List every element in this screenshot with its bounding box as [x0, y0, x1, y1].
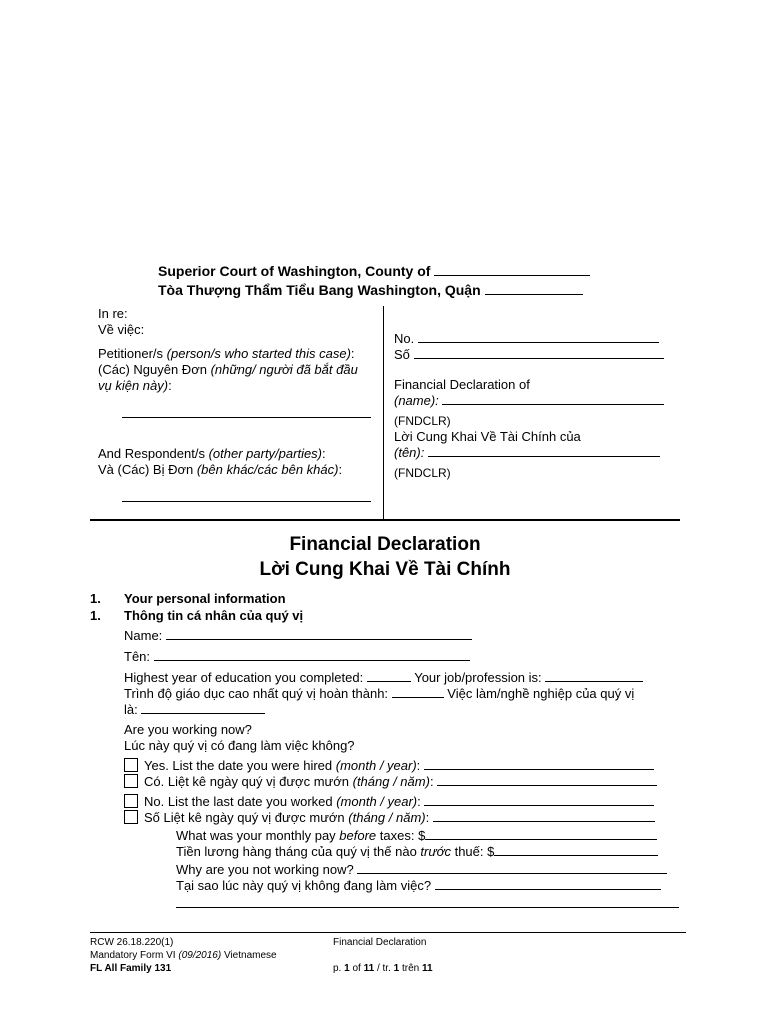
petitioner-label: Petitioner/s (person/s who started this case): [98, 346, 355, 361]
monthly-pay-field-vi[interactable] [494, 855, 658, 856]
no-checkbox-vi[interactable] [124, 810, 138, 824]
respondent-label: And Respondent/s (other party/parties): [98, 446, 326, 461]
in-re-label: In re: [98, 306, 128, 321]
yes-checkbox[interactable] [124, 758, 138, 772]
education-field-vi[interactable] [392, 697, 444, 698]
footer-title: Financial Declaration [333, 937, 427, 948]
court-header [158, 262, 590, 300]
footer-center [333, 936, 433, 975]
form-id: FL All Family 131 [90, 963, 172, 974]
petitioner-name-field[interactable] [122, 417, 371, 418]
title-vi: Lời Cung Khai Về Tài Chính [259, 559, 511, 580]
ten-field[interactable] [154, 660, 470, 661]
why-field-continued[interactable] [176, 907, 679, 908]
pay-row-vi: Tiền lương hàng tháng của quý vị thế nào trước thuế: $ [176, 844, 658, 860]
form-code: (FNDCLR) [394, 414, 451, 428]
working-question-vi: Lúc này quý vị có đang làm việc không? [124, 738, 355, 753]
education-row-vi: Trình độ giáo dục cao nhất quý vị hoàn thành: Việc làm/nghề nghiệp của quý vị [124, 686, 635, 701]
footer-left [90, 936, 277, 975]
yes-option-vi: Có. Liệt kê ngày quý vị được mướn (tháng / năm): [124, 774, 657, 790]
in-re-label-vi: Về việc: [98, 322, 145, 337]
mandatory-form: Mandatory Form VI (09/2016) Vietnamese [90, 950, 277, 961]
caption-divider [383, 306, 384, 520]
court-title-en: Superior Court of Washington, County of [158, 263, 431, 279]
caption-parties [98, 306, 371, 506]
why-row: Why are you not working now? [176, 862, 667, 878]
yes-checkbox-vi[interactable] [124, 774, 138, 788]
why-extra-line [176, 896, 679, 912]
petitioner-label-vi: (Các) Nguyên Đơn (những/ người đã bắt đầu vụ kiện này): [98, 362, 358, 393]
last-worked-field-vi[interactable] [433, 821, 655, 822]
caption-bottom-rule [90, 519, 680, 521]
case-number-field-vi[interactable] [414, 358, 664, 359]
why-field[interactable] [357, 873, 667, 874]
no-option: No. List the last date you worked (month / year): [124, 794, 654, 810]
page-number: p. 1 of 11 / tr. 1 trên 11 [333, 963, 433, 974]
job-field-vi[interactable] [141, 713, 265, 714]
monthly-pay-field[interactable] [425, 839, 657, 840]
name-label: (name): [394, 393, 439, 408]
document-title [0, 532, 770, 582]
job-row-vi: là: [124, 702, 265, 718]
name-row: Name: [124, 628, 472, 644]
name-field[interactable] [166, 639, 472, 640]
rcw-citation: RCW 26.18.220(1) [90, 937, 174, 948]
yes-option: Yes. List the date you were hired (month / year): [124, 758, 654, 774]
case-info [394, 331, 664, 481]
no-option-vi: Số Liệt kê ngày quý vị được mướn (tháng / năm): [124, 810, 655, 826]
respondent-label-vi: Và (Các) Bị Đơn (bên khác/các bên khác): [98, 462, 343, 477]
section-1-heading: 1. Your personal information 1. Thông tin cá nhân của quý vị [90, 591, 304, 623]
working-question: Are you working now? [124, 722, 252, 737]
fin-decl-of-label-vi: Lời Cung Khai Về Tài Chính của [394, 429, 581, 444]
last-worked-field[interactable] [424, 805, 654, 806]
why-field-vi[interactable] [435, 889, 661, 890]
ten-row: Tên: [124, 649, 470, 665]
hired-date-field-vi[interactable] [437, 785, 657, 786]
declarant-name-field-vi[interactable] [428, 456, 660, 457]
education-field[interactable] [367, 681, 411, 682]
title-en: Financial Declaration [289, 534, 481, 555]
court-title-vi: Tòa Thượng Thẩm Tiểu Bang Washington, Quận [158, 282, 481, 298]
county-field-vi[interactable] [485, 294, 583, 295]
no-checkbox[interactable] [124, 794, 138, 808]
job-field[interactable] [545, 681, 643, 682]
hired-date-field[interactable] [424, 769, 654, 770]
form-code-vi: (FNDCLR) [394, 466, 451, 480]
pay-row: What was your monthly pay before taxes: $ [176, 828, 657, 844]
case-number-field[interactable] [418, 342, 659, 343]
case-no-label: No. [394, 331, 415, 346]
education-row: Highest year of education you completed: Your job/profession is: [124, 670, 643, 686]
case-so-label: Số [394, 347, 410, 362]
ten-label: (tên): [394, 445, 425, 460]
declarant-name-field[interactable] [442, 404, 664, 405]
respondent-name-field[interactable] [122, 501, 371, 502]
county-field[interactable] [434, 275, 590, 276]
why-row-vi: Tại sao lúc này quý vị không đang làm việc? [176, 878, 661, 894]
footer-rule [90, 932, 686, 933]
fin-decl-of-label: Financial Declaration of [394, 377, 530, 392]
